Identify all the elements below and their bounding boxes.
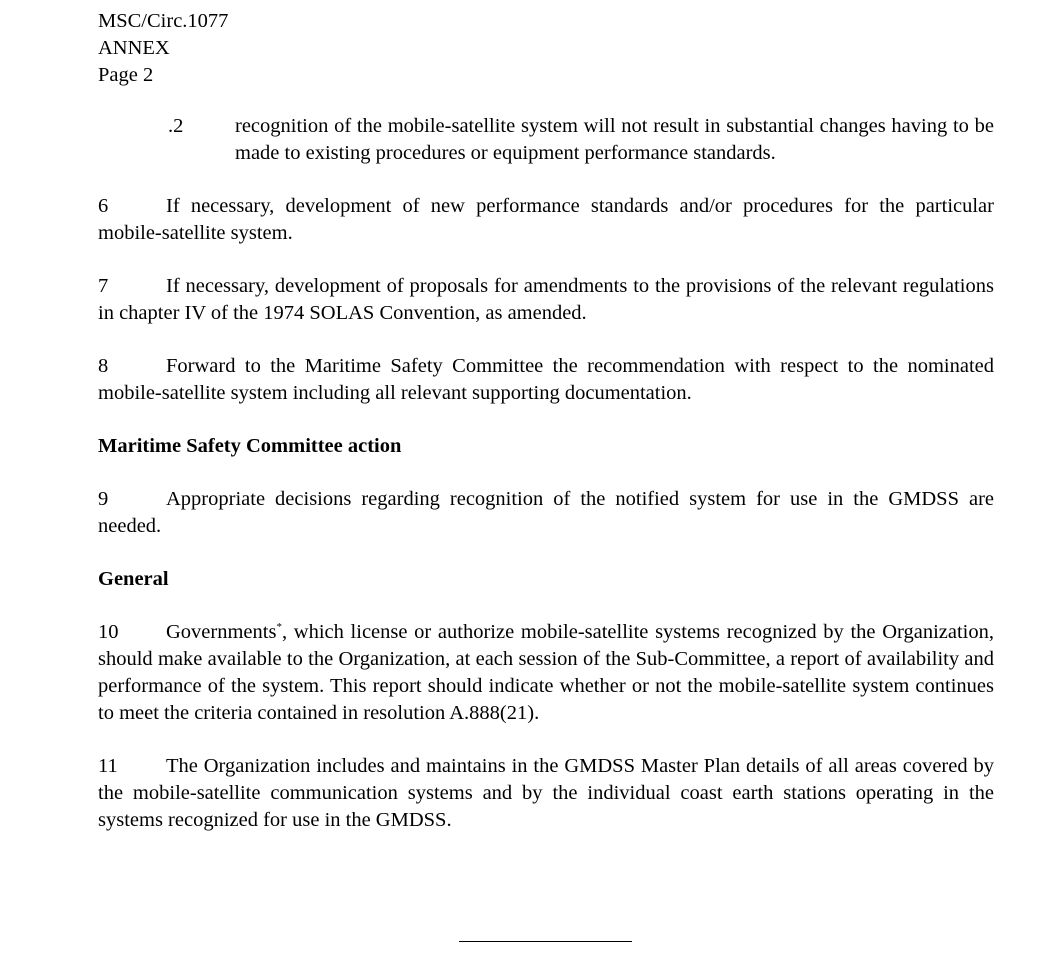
paragraph-text-end: , which license or authorize mobile-satellite systems recognized by the Organization, should make available to the Organization, at each session of the Sub-Committee, a report of availability and performance of the system. This report should indicate whether or not the mobile-satellite system continues to meet the criteria contained in resolution A.888(21). (98, 621, 994, 724)
sub-item-number: .2 (168, 115, 184, 137)
paragraph-number: 8 (98, 355, 109, 377)
page-number: Page 2 (98, 64, 154, 86)
paragraph-number: 6 (98, 195, 109, 217)
sub-item-text: recognition of the mobile-satellite system will not result in substantial changes having to be made to existing procedures or equipment performance standards. (235, 115, 994, 164)
footnote-separator (459, 941, 632, 942)
paragraph-9 (98, 486, 994, 540)
sub-item-2 (98, 113, 994, 167)
footnote-marker[interactable]: * (276, 621, 282, 634)
section-heading-general: General (98, 568, 169, 590)
annex-label: ANNEX (98, 37, 170, 59)
paragraph-text: Forward to the Maritime Safety Committee the recommendation with respect to the nominated mobile-satellite system including all relevant supporting documentation. (98, 355, 994, 404)
document-page (98, 8, 994, 860)
paragraph-text: If necessary, development of proposals for amendments to the provisions of the relevant regulations in chapter IV of the 1974 SOLAS Convention, as amended. (98, 275, 994, 324)
paragraph-8 (98, 353, 994, 407)
page-header (98, 8, 994, 89)
paragraph-10 (98, 619, 994, 727)
doc-reference: MSC/Circ.1077 (98, 10, 229, 32)
paragraph-text: If necessary, development of new performance standards and/or procedures for the particular mobile-satellite system. (98, 195, 994, 244)
paragraph-text-start: Governments (166, 621, 277, 643)
paragraph-text: Appropriate decisions regarding recognition of the notified system for use in the GMDSS are needed. (98, 488, 994, 537)
section-heading-msc-action: Maritime Safety Committee action (98, 435, 402, 457)
paragraph-number: 7 (98, 275, 109, 297)
paragraph-text: The Organization includes and maintains in the GMDSS Master Plan details of all areas covered by the mobile-satellite communication systems and by the individual coast earth stations operating in the systems recognized for use in the GMDSS. (98, 755, 994, 831)
paragraph-11 (98, 753, 994, 834)
paragraph-7 (98, 273, 994, 327)
paragraph-number: 10 (98, 621, 119, 643)
paragraph-6 (98, 193, 994, 247)
paragraph-number: 9 (98, 488, 109, 510)
paragraph-number: 11 (98, 755, 118, 777)
